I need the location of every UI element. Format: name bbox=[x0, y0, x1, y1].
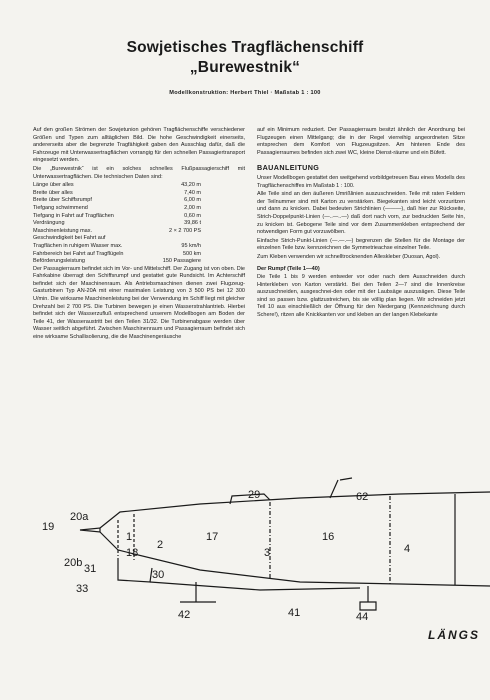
part-label: 30 bbox=[152, 569, 165, 581]
hull-outline bbox=[80, 478, 490, 610]
part-label: 2 bbox=[157, 539, 164, 551]
document-title bbox=[0, 38, 490, 78]
part-label: 62 bbox=[356, 491, 369, 503]
passenger-paragraph: auf ein Minimum reduziert. Der Passagierraum besitzt ähnlich der Anordnung bei Flugzeugen einen Mittelgang; die in der Regel vierreihig angeordneten Sitze entsprechen dem Komfort von Flugzeugsitzen. Am hinteren Ende des Passagierraumes befinden sich zwei WC, kleine Dienst-räume und ein Büfett. bbox=[257, 127, 465, 156]
spec-row: Breite über alles 7,40 m bbox=[33, 189, 201, 196]
part-label: 4 bbox=[404, 543, 411, 555]
spec-row: Länge über alles 43,20 m bbox=[33, 182, 201, 189]
title-line-2: „Burewestnik“ bbox=[189, 59, 301, 76]
section-heading-bauanleitung: BAUANLEITUNG bbox=[257, 163, 320, 173]
hull-paragraph: Die Teile 1 bis 9 werden entweder vor oder nach dem Ausschneiden durch Hinterkleben von Karton verstärkt. Bei den Teilen 2—7 sind die Innenkreise auszuschneiden, ausgeschnei-den oder mit der Laubsäge auszusägen. Diese Teile sind so passen bzw. glattzustreichen, bis sie völlig plan liegen. Wir schneiden jetzt Teil 10 aus einschließlich der Öffnung für den Niedergang (Kennzeichnung durch Schere!), ritzen alle Knickkanten vor und kleben an der langen Klebekante bbox=[257, 274, 465, 319]
part-label: 1 bbox=[126, 531, 133, 543]
left-column bbox=[33, 127, 245, 343]
spec-row: Geschwindigkeit bei Fahrt auf bbox=[33, 235, 106, 242]
right-column bbox=[257, 127, 465, 321]
part-label: 16 bbox=[322, 531, 335, 543]
part-label: 17 bbox=[206, 531, 219, 543]
part-label: 44 bbox=[356, 611, 369, 623]
part-label: 19 bbox=[42, 521, 55, 533]
instructions-glue: Zum Kleben verwenden wir schnelltrocknenden Alleskleber (Duosan, Agol). bbox=[257, 253, 441, 260]
part-label: 29 bbox=[248, 489, 261, 501]
spec-list bbox=[33, 182, 245, 266]
title-line-1: Sowjetisches Tragflächenschiff bbox=[126, 39, 364, 56]
section-heading-rumpf: Der Rumpf (Teile 1—40) bbox=[257, 265, 320, 272]
part-label: 42 bbox=[178, 609, 191, 621]
spec-row: Breite über Schiffsrumpf 6,00 m bbox=[33, 197, 201, 204]
spec-row: Verdrängung 39,86 t bbox=[33, 220, 201, 227]
instructions-intro: Unser Modellbogen gestattet den weitgehend vorbildgetreuen Bau eines Modells des Tragflächenschiffes im Maßstab 1 : 100. bbox=[257, 174, 465, 189]
spec-row: Tiefgang in Fahrt auf Tragflächen 0,60 m bbox=[33, 212, 201, 219]
spec-row: Tragflächen in ruhigem Wasser max. 95 km/h bbox=[33, 242, 201, 249]
part-label: 41 bbox=[288, 607, 301, 619]
hull-drawing bbox=[0, 470, 490, 640]
spec-row: Beförderungsleistung 150 Passagiere bbox=[33, 258, 201, 265]
instructions-lines: Einfache Strich-Punkt-Linien (—.—.—) begrenzen die Stellen für die Montage der einzelnen Teile bzw. kennzeichnen die Symmetrieachse einzelner Teile. bbox=[257, 237, 465, 252]
section-caption: LÄNGS bbox=[428, 628, 480, 642]
part-label: 20b bbox=[64, 557, 83, 569]
tech-data-intro: Die „Burewestnik“ ist ein solches schnelles Flußpassagierschiff mit Unterwassertragflächen. Die technischen Daten sind: bbox=[33, 165, 245, 180]
part-label: 3 bbox=[264, 547, 271, 559]
part-label: 31 bbox=[84, 563, 97, 575]
part-label: 20a bbox=[70, 511, 89, 523]
part-label: 18 bbox=[126, 547, 139, 559]
model-credit: Modellkonstruktion: Herbert Thiel · Maßstab 1 : 100 bbox=[169, 90, 321, 96]
spec-row: Fahrbereich bei Fahrt auf Tragflügeln 500 km bbox=[33, 250, 201, 257]
spec-row: Tiefgang schwimmend 2,00 m bbox=[33, 204, 201, 211]
spec-row: Maschinenleistung max. 2 × 2 700 PS bbox=[33, 227, 201, 234]
description-paragraph: Der Passagierraum befindet sich im Vor- und Mittelschiff. Der Zugang ist von oben. Die Fahrkabine überragt den Schiffsrumpf und gestattet gute Rundsicht. Im Achterschiff befindet sich der Maschinenraum. Als Antriebsmaschinen dienen zwei Flugzeug-Gasturbinen Typ AN-20A mit einer maximalen Leistung von 3 500 PS bei 12 300 U/min. Die wirksame Maschinenleistung bei der Verwendung im Schiff liegt mit gleicher Drehzahl bei 2 700 PS. Die Turbinen bewegen je einen Wasserstrahlantrieb. Hierbei befindet sich der Wasserzufluß entsprechend unserem Modellbogen am Boden der Teile 41, der Wasseraustritt bei den Teilen 31/32. Die Turbinenabgase werden über Wasser seitlich abgeführt. Zwischen Maschinenraum und Passagierraum befindet sich eine wirksame Schallisolierung, die die Maschinengeräusche bbox=[33, 265, 245, 341]
instructions-cutting: Alle Teile sind an den äußeren Umrißlinien auszuschneiden. Teile mit raten Feldern der Teilnummer sind mit Karton zu verstärken. Biegekanten sind leicht vorzuritzen und dann zu knicken. Dabei bedeuten Strichlinien (———), daß hier zur Rückseite, Strich-Doppelpunkt-Linien (—..—..—) daß dort nach vorn, zur bedruckten Seite hin, zu knicken ist. Gebogene Teile sind vor dem Zusammenkleben entsprechend der notwendigen Form gut vorzuwölben. bbox=[257, 191, 465, 236]
part-number-labels bbox=[42, 489, 410, 623]
intro-paragraph: Auf den großen Strömen der Sowjetunion gehören Tragflächenschiffe verschiedener Größen und Typen zum alltäglichen Bild. Die hohe Geschwindigkeit einerseits, andererseits aber die begrenzte Tragfähigkeit gaben den Ausschlag dafür, daß die Fahrzeuge mit Unterwassertragflächen vorrangig für den schnellen Passagiertransport eingesetzt werden. bbox=[33, 127, 245, 164]
part-label: 33 bbox=[76, 583, 89, 595]
